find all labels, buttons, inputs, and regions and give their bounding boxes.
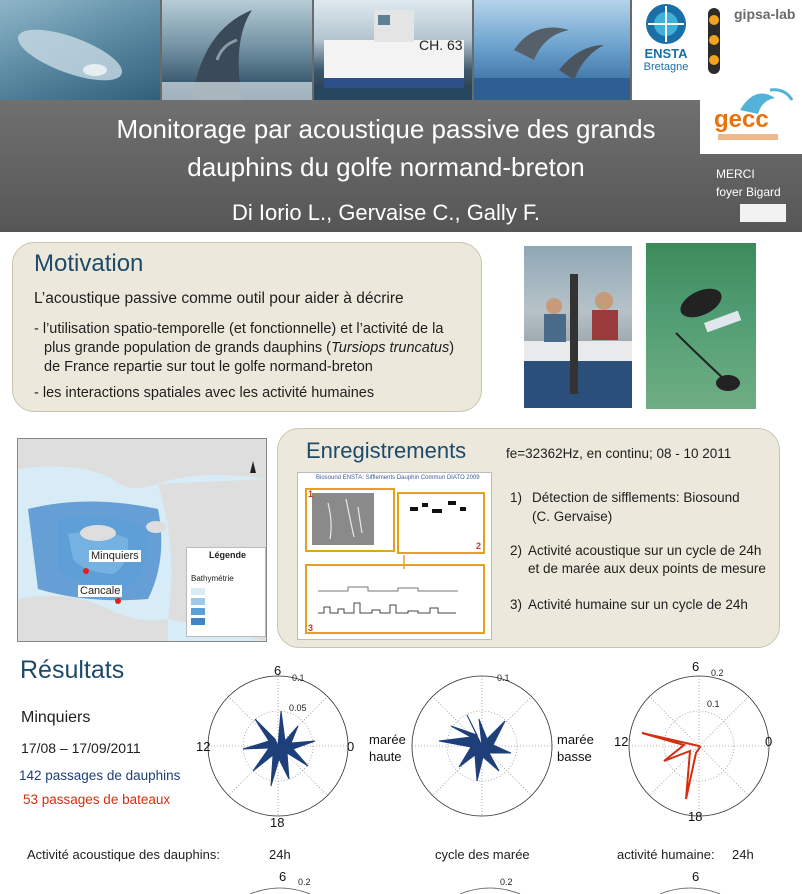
motivation-intro: L’acoustique passive comme outil pour aider à décrire [34,290,404,307]
step2-line2: et de marée aux deux points de mesure [528,561,766,576]
plot3-left-label: 12 [614,734,629,749]
polar-plot-dolphins-24h [203,671,353,821]
dolphin-photo-2 [162,0,312,100]
species-name: Tursiops truncatus [331,340,450,356]
plot3-ring-inner: 0.1 [707,699,720,709]
poster-title-line1: Monitorage par acoustique passive des grands [116,114,656,144]
motivation-bullet1-text-b: ) [449,340,455,356]
caption-human-activity: activité humaine: [617,847,715,862]
figure-mark-3: 3 [308,623,314,633]
plot1-bottom-label: 18 [270,815,285,830]
motivation-heading: Motivation [34,250,144,277]
motivation-bullet1-line3: de France repartie sur tout le golfe normand-breton [44,359,373,375]
plot2-ring-outer: 0.1 [497,673,510,683]
ensta-logo [634,0,698,78]
study-area-map [17,438,267,642]
poster-authors: Di Iorio L., Gervaise C., Gally F. [231,200,541,225]
acknowledgement [716,165,781,201]
boat-passages: 53 passages de bateaux [23,792,171,807]
gecc-logo-text: gecc [714,106,769,133]
map-label-cancale: Cancale [80,585,121,597]
isen-logo [702,6,726,76]
foyer-bigard-logo [740,204,786,222]
plot3-bottom-label: 18 [688,809,703,824]
poster-title-line2: dauphins du golfe normand-breton [187,152,585,182]
polar-plot-tide-cycle [407,671,557,821]
poster-header [0,0,802,232]
plot1-ring-outer: 0.1 [292,673,305,683]
boat-photo [314,0,472,100]
step3-line1: Activité humaine sur un cycle de 24h [528,597,748,612]
caption-dolphin-activity: Activité acoustique des dauphins: [27,847,220,862]
dolphin-photo-1 [0,0,160,100]
maree-haute-label [369,731,406,765]
legend-swatch-4 [191,618,205,625]
enregistrements-heading: Enregistrements [306,438,467,463]
plot3-top-label: 6 [692,659,700,674]
step1-line2: (C. Gervaise) [532,509,613,524]
next-plot-left-top-label: 6 [279,869,287,884]
diver-photo [646,243,756,409]
step1-line1: Détection de sifflements: Biosound [532,490,740,505]
step1-number: 1) [510,490,523,505]
dolphin-passages: 142 passages de dauphins [19,768,181,783]
plot1-right-label: 0 [347,739,355,754]
legend-title: Légende [209,550,247,560]
motivation-bullet2: - les interactions spatiales avec les activité humaines [34,385,375,401]
map-label-minquiers: Minquiers [91,550,139,562]
next-plot-right-top-label: 6 [692,869,700,884]
next-plot-left-ring: 0.2 [298,877,311,887]
step2-number: 2) [510,543,523,558]
maree-basse-label [557,731,594,765]
svg-text:CH. 63: CH. 63 [419,37,463,53]
legend-swatch-1 [191,588,205,595]
merci-line2: foyer Bigard [716,185,781,199]
step2-line1: Activité acoustique sur un cycle de 24h [528,543,762,558]
gipsa-lab-logo: gipsa-lab [734,6,796,22]
field-team-photo [524,246,632,408]
detection-figure [297,472,492,640]
plot3-right-label: 0 [765,734,773,749]
detection-figure-caption: Biosound ENSTA: Sifflements Dauphin Commun DIATO 2009 [316,475,480,481]
next-row-plots [0,874,802,894]
photo-credit: Photos: GECC [634,91,694,101]
caption-tide-cycle: cycle des marée [435,847,530,862]
step3-number: 3) [510,597,523,612]
next-plot-mid-ring: 0.2 [500,877,513,887]
motivation-bullet1-line2 [44,339,454,358]
resultats-heading: Résultats [20,656,125,684]
map-legend [186,547,266,637]
motivation-bullet1-line1: - l’utilisation spatio-temporelle (et fonctionnelle) et l’activité de la [34,321,444,337]
maree-basse-line1: marée [557,732,594,747]
legend-swatch-3 [191,608,205,615]
figure-mark-2: 2 [476,541,482,551]
merci-line1: MERCI [716,167,755,181]
maree-haute-line1: marée [369,732,406,747]
figure-mark-1: 1 [308,489,314,499]
motivation-bullet1-text-a: plus grande population de grands dauphins ( [44,340,331,356]
dolphins-jumping-photo [474,0,630,100]
site-name: Minquiers [21,709,91,726]
maree-basse-line2: basse [557,749,592,764]
caption-human-activity-value: 24h [732,847,754,862]
polar-plot-human-24h [624,671,774,821]
plot1-ring-inner: 0.05 [289,703,307,713]
plot1-left-label: 12 [196,739,211,754]
study-dates: 17/08 – 17/09/2011 [21,740,141,756]
caption-dolphin-activity-value: 24h [269,847,291,862]
plot1-top-label: 6 [274,663,282,678]
legend-bathymetry-title: Bathymétrie [191,574,234,583]
legend-swatch-2 [191,598,205,605]
recording-parameters: fe=32362Hz, en continu; 08 - 10 2011 [506,446,732,461]
maree-haute-line2: haute [369,749,402,764]
ensta-logo-sub: Bretagne [643,61,689,73]
ensta-logo-text: ENSTA [644,46,688,61]
plot3-ring-outer: 0.2 [711,668,724,678]
